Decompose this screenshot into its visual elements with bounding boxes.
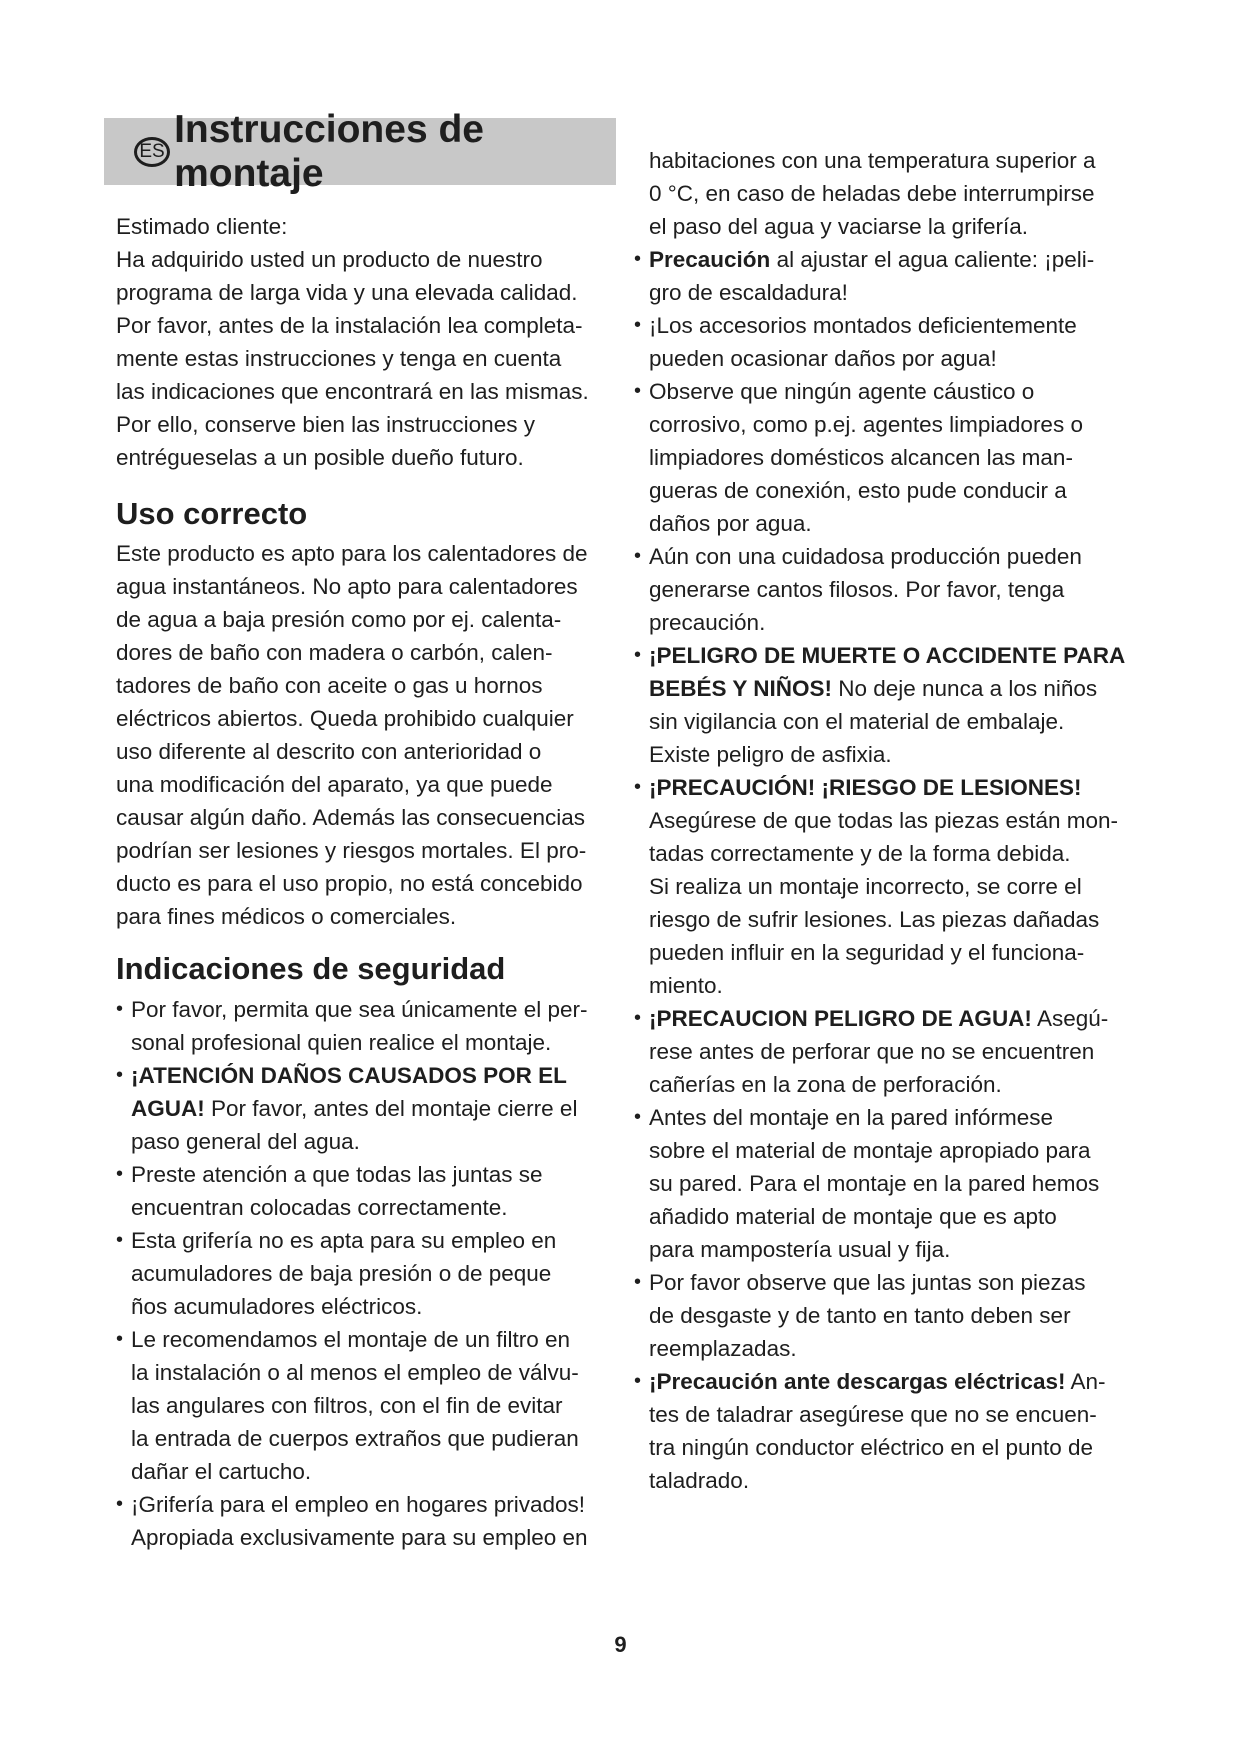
uso-line: podrían ser lesiones y riesgos mortales. El pro- bbox=[116, 838, 587, 863]
safety-list-item bbox=[634, 1365, 1154, 1497]
body-text: Por favor observe que las juntas son piezas bbox=[649, 1270, 1086, 1295]
safety-item-line bbox=[131, 1224, 616, 1257]
safety-list-item bbox=[634, 771, 1154, 1002]
intro-line: mente estas instrucciones y tenga en cuenta bbox=[116, 346, 562, 371]
emphasis-text: BEBÉS Y NIÑOS! bbox=[649, 676, 832, 701]
safety-item-line bbox=[649, 474, 1154, 507]
safety-list-item bbox=[634, 309, 1154, 375]
body-text: cañerías en la zona de perforación. bbox=[649, 1072, 1002, 1097]
body-text: añadido material de montaje que es apto bbox=[649, 1204, 1057, 1229]
language-badge: ES bbox=[139, 140, 165, 162]
safety-item-line bbox=[649, 342, 1154, 375]
uso-correcto-paragraph bbox=[116, 537, 588, 933]
body-text: No deje nunca a los niños bbox=[831, 676, 1098, 701]
safety-item-line bbox=[131, 1092, 616, 1125]
uso-line: uso diferente al descrito con anterioridad o bbox=[116, 739, 542, 764]
safety-list-item bbox=[116, 993, 616, 1059]
uso-line: eléctricos abiertos. Queda prohibido cualquier bbox=[116, 706, 574, 731]
safety-item-line bbox=[649, 639, 1154, 672]
body-text: Observe que ningún agente cáustico o bbox=[649, 379, 1035, 404]
body-text: sin vigilancia con el material de embalaje. bbox=[649, 709, 1065, 734]
body-text: riesgo de sufrir lesiones. Las piezas dañadas bbox=[649, 907, 1100, 932]
safety-item-line bbox=[649, 243, 1154, 276]
safety-item-line bbox=[131, 1455, 616, 1488]
body-text: Existe peligro de asfixia. bbox=[649, 742, 892, 767]
safety-list-item bbox=[634, 639, 1154, 771]
safety-item-line bbox=[131, 1158, 616, 1191]
safety-item-line bbox=[131, 1257, 616, 1290]
safety-item-line bbox=[649, 738, 1154, 771]
page-title: Instrucciones de montaje bbox=[174, 107, 484, 195]
body-text: acumuladores de baja presión o de peque bbox=[131, 1261, 552, 1286]
intro-line: Por favor, antes de la instalación lea completa- bbox=[116, 313, 583, 338]
safety-item-line bbox=[649, 375, 1154, 408]
body-text: pueden ocasionar daños por agua! bbox=[649, 346, 997, 371]
safety-list-item bbox=[116, 1323, 616, 1488]
intro-line: entrégueselas a un posible dueño futuro. bbox=[116, 445, 524, 470]
body-text: de desgaste y de tanto en tanto deben ser bbox=[649, 1303, 1071, 1328]
safety-item-line bbox=[131, 1356, 616, 1389]
safety-list-item bbox=[634, 540, 1154, 639]
body-text: rese antes de perforar que no se encuentren bbox=[649, 1039, 1095, 1064]
safety-item-line bbox=[649, 1002, 1154, 1035]
body-text: daños por agua. bbox=[649, 511, 812, 536]
uso-line: para fines médicos o comerciales. bbox=[116, 904, 457, 929]
safety-item-line bbox=[649, 1398, 1154, 1431]
safety-item-line bbox=[649, 1332, 1154, 1365]
safety-list-item bbox=[116, 1158, 616, 1224]
safety-item-line bbox=[649, 1266, 1154, 1299]
body-text: Aún con una cuidadosa producción pueden bbox=[649, 544, 1082, 569]
safety-list-item bbox=[634, 243, 1154, 309]
uso-line: tadores de baño con aceite o gas u hornos bbox=[116, 673, 543, 698]
safety-list-item bbox=[634, 1266, 1154, 1365]
safety-list-item bbox=[116, 1059, 616, 1158]
body-text: Asegúrese de que todas las piezas están mon- bbox=[649, 808, 1119, 833]
body-text: para mampostería usual y fija. bbox=[649, 1237, 951, 1262]
safety-item-line bbox=[131, 1389, 616, 1422]
body-text: tadas correctamente y de la forma debida. bbox=[649, 841, 1071, 866]
body-text: limpiadores domésticos alcancen las man- bbox=[649, 445, 1073, 470]
uso-line: una modificación del aparato, ya que puede bbox=[116, 772, 553, 797]
safety-item-line bbox=[649, 1233, 1154, 1266]
body-text: Por favor, antes del montaje cierre el bbox=[204, 1096, 578, 1121]
section-title-bar bbox=[104, 107, 616, 195]
body-text: An- bbox=[1065, 1369, 1106, 1394]
body-text: tes de taladrar asegúrese que no se encuen- bbox=[649, 1402, 1097, 1427]
body-text: Esta grifería no es apta para su empleo en bbox=[131, 1228, 557, 1253]
safety-item-line bbox=[649, 606, 1154, 639]
safety-item-line bbox=[649, 1167, 1154, 1200]
intro-line: Por ello, conserve bien las instrucciones y bbox=[116, 412, 535, 437]
safety-item-line bbox=[131, 1125, 616, 1158]
emphasis-text: ¡PRECAUCION PELIGRO DE AGUA! bbox=[649, 1006, 1032, 1031]
safety-item-line bbox=[131, 1026, 616, 1059]
emphasis-text: ¡ATENCIÓN DAÑOS CAUSADOS POR EL bbox=[131, 1063, 567, 1088]
safety-item-line bbox=[131, 1422, 616, 1455]
emphasis-text: Precaución bbox=[649, 247, 771, 272]
safety-item-line bbox=[649, 1200, 1154, 1233]
emphasis-text: ¡PELIGRO DE MUERTE O ACCIDENTE PARA bbox=[649, 643, 1126, 668]
intro-line: programa de larga vida y una elevada calidad. bbox=[116, 280, 578, 305]
uso-line: agua instantáneos. No apto para calentadores bbox=[116, 574, 578, 599]
intro-line: las indicaciones que encontrará en las mismas. bbox=[116, 379, 589, 404]
body-text: ¡Los accesorios montados deficientemente bbox=[649, 313, 1077, 338]
safety-item-line bbox=[649, 507, 1154, 540]
safety-item-line bbox=[649, 309, 1154, 342]
body-text: Por favor, permita que sea únicamente el per- bbox=[131, 997, 588, 1022]
greeting: Estimado cliente: bbox=[116, 214, 288, 239]
safety-item-line bbox=[131, 1191, 616, 1224]
safety-item-line bbox=[649, 540, 1154, 573]
safety-item-line bbox=[649, 1299, 1154, 1332]
continuation-line: habitaciones con una temperatura superior a bbox=[649, 148, 1096, 173]
language-es-icon bbox=[134, 137, 170, 167]
body-text: Antes del montaje en la pared infórmese bbox=[649, 1105, 1053, 1130]
body-text: gueras de conexión, esto pude conducir a bbox=[649, 478, 1067, 503]
intro-paragraph bbox=[116, 210, 589, 474]
continuation-line: el paso del agua y vaciarse la grifería. bbox=[649, 214, 1028, 239]
body-text: miento. bbox=[649, 973, 723, 998]
continuation-line: 0 °C, en caso de heladas debe interrumpirse bbox=[649, 181, 1095, 206]
uso-line: causar algún daño. Además las consecuencias bbox=[116, 805, 586, 830]
body-text: gro de escaldadura! bbox=[649, 280, 848, 305]
body-text: paso general del agua. bbox=[131, 1129, 360, 1154]
uso-line: ducto es para el uso propio, no está concebido bbox=[116, 871, 583, 896]
body-text: generarse cantos filosos. Por favor, tenga bbox=[649, 577, 1065, 602]
emphasis-text: ¡Precaución ante descargas eléctricas! bbox=[649, 1369, 1066, 1394]
safety-item-line bbox=[649, 1464, 1154, 1497]
safety-list-left bbox=[116, 993, 616, 1554]
safety-item-line bbox=[649, 903, 1154, 936]
body-text: Preste atención a que todas las juntas se bbox=[131, 1162, 543, 1187]
safety-item-line bbox=[131, 993, 616, 1026]
safety-item-line bbox=[131, 1323, 616, 1356]
safety-item-line bbox=[649, 1431, 1154, 1464]
intro-line: Ha adquirido usted un producto de nuestro bbox=[116, 247, 543, 272]
body-text: encuentran colocadas correctamente. bbox=[131, 1195, 508, 1220]
body-text: corrosivo, como p.ej. agentes limpiadores o bbox=[649, 412, 1083, 437]
heading-uso-correcto: Uso correcto bbox=[116, 496, 308, 531]
safety-item-line bbox=[649, 771, 1154, 804]
safety-item-line bbox=[649, 804, 1154, 837]
page-number: 9 bbox=[614, 1632, 627, 1657]
body-text: su pared. Para el montaje en la pared hemos bbox=[649, 1171, 1100, 1196]
safety-list-item bbox=[634, 1101, 1154, 1266]
safety-item-line bbox=[649, 1101, 1154, 1134]
uso-line: de agua a baja presión como por ej. calenta- bbox=[116, 607, 562, 632]
safety-item-line bbox=[131, 1290, 616, 1323]
safety-item-line bbox=[649, 837, 1154, 870]
body-text: dañar el cartucho. bbox=[131, 1459, 312, 1484]
continuation-paragraph bbox=[649, 144, 1096, 243]
body-text: ños acumuladores eléctricos. bbox=[131, 1294, 423, 1319]
safety-list-item bbox=[634, 375, 1154, 540]
heading-indicaciones-seguridad: Indicaciones de seguridad bbox=[116, 951, 506, 986]
safety-item-line bbox=[131, 1488, 616, 1521]
safety-item-line bbox=[649, 1068, 1154, 1101]
safety-item-line bbox=[649, 441, 1154, 474]
safety-item-line bbox=[649, 969, 1154, 1002]
emphasis-text: AGUA! bbox=[131, 1096, 205, 1121]
body-text: precaución. bbox=[649, 610, 766, 635]
body-text: al ajustar el agua caliente: ¡peli- bbox=[770, 247, 1095, 272]
safety-item-line bbox=[649, 1365, 1154, 1398]
safety-item-line bbox=[649, 705, 1154, 738]
safety-item-line bbox=[131, 1059, 616, 1092]
body-text: Le recomendamos el montaje de un filtro en bbox=[131, 1327, 571, 1352]
body-text: las angulares con filtros, con el fin de evitar bbox=[131, 1393, 563, 1418]
emphasis-text: ¡PRECAUCIÓN! ¡RIESGO DE LESIONES! bbox=[649, 775, 1082, 800]
body-text: sobre el material de montaje apropiado para bbox=[649, 1138, 1091, 1163]
safety-item-line bbox=[649, 276, 1154, 309]
safety-item-line bbox=[649, 573, 1154, 606]
body-text: ¡Grifería para el empleo en hogares privados! bbox=[131, 1492, 585, 1517]
safety-item-line bbox=[649, 1134, 1154, 1167]
safety-item-line bbox=[131, 1521, 616, 1554]
body-text: pueden influir en la seguridad y el funciona- bbox=[649, 940, 1085, 965]
safety-item-line bbox=[649, 408, 1154, 441]
body-text: reemplazadas. bbox=[649, 1336, 797, 1361]
body-text: taladrado. bbox=[649, 1468, 750, 1493]
safety-item-line bbox=[649, 1035, 1154, 1068]
safety-item-line bbox=[649, 672, 1154, 705]
body-text: Apropiada exclusivamente para su empleo en bbox=[131, 1525, 588, 1550]
safety-list-item bbox=[116, 1224, 616, 1323]
uso-line: dores de baño con madera o carbón, calen- bbox=[116, 640, 553, 665]
body-text: Si realiza un montaje incorrecto, se corre el bbox=[649, 874, 1082, 899]
safety-item-line bbox=[649, 936, 1154, 969]
body-text: Asegú- bbox=[1031, 1006, 1109, 1031]
safety-list-item bbox=[634, 1002, 1154, 1101]
safety-list-item bbox=[116, 1488, 616, 1554]
body-text: la entrada de cuerpos extraños que pudieran bbox=[131, 1426, 579, 1451]
body-text: sonal profesional quien realice el montaje. bbox=[131, 1030, 552, 1055]
body-text: la instalación o al menos el empleo de válvu- bbox=[131, 1360, 579, 1385]
safety-list-right bbox=[634, 243, 1154, 1497]
uso-line: Este producto es apto para los calentadores de bbox=[116, 541, 588, 566]
safety-item-line bbox=[649, 870, 1154, 903]
body-text: tra ningún conductor eléctrico en el punto de bbox=[649, 1435, 1094, 1460]
